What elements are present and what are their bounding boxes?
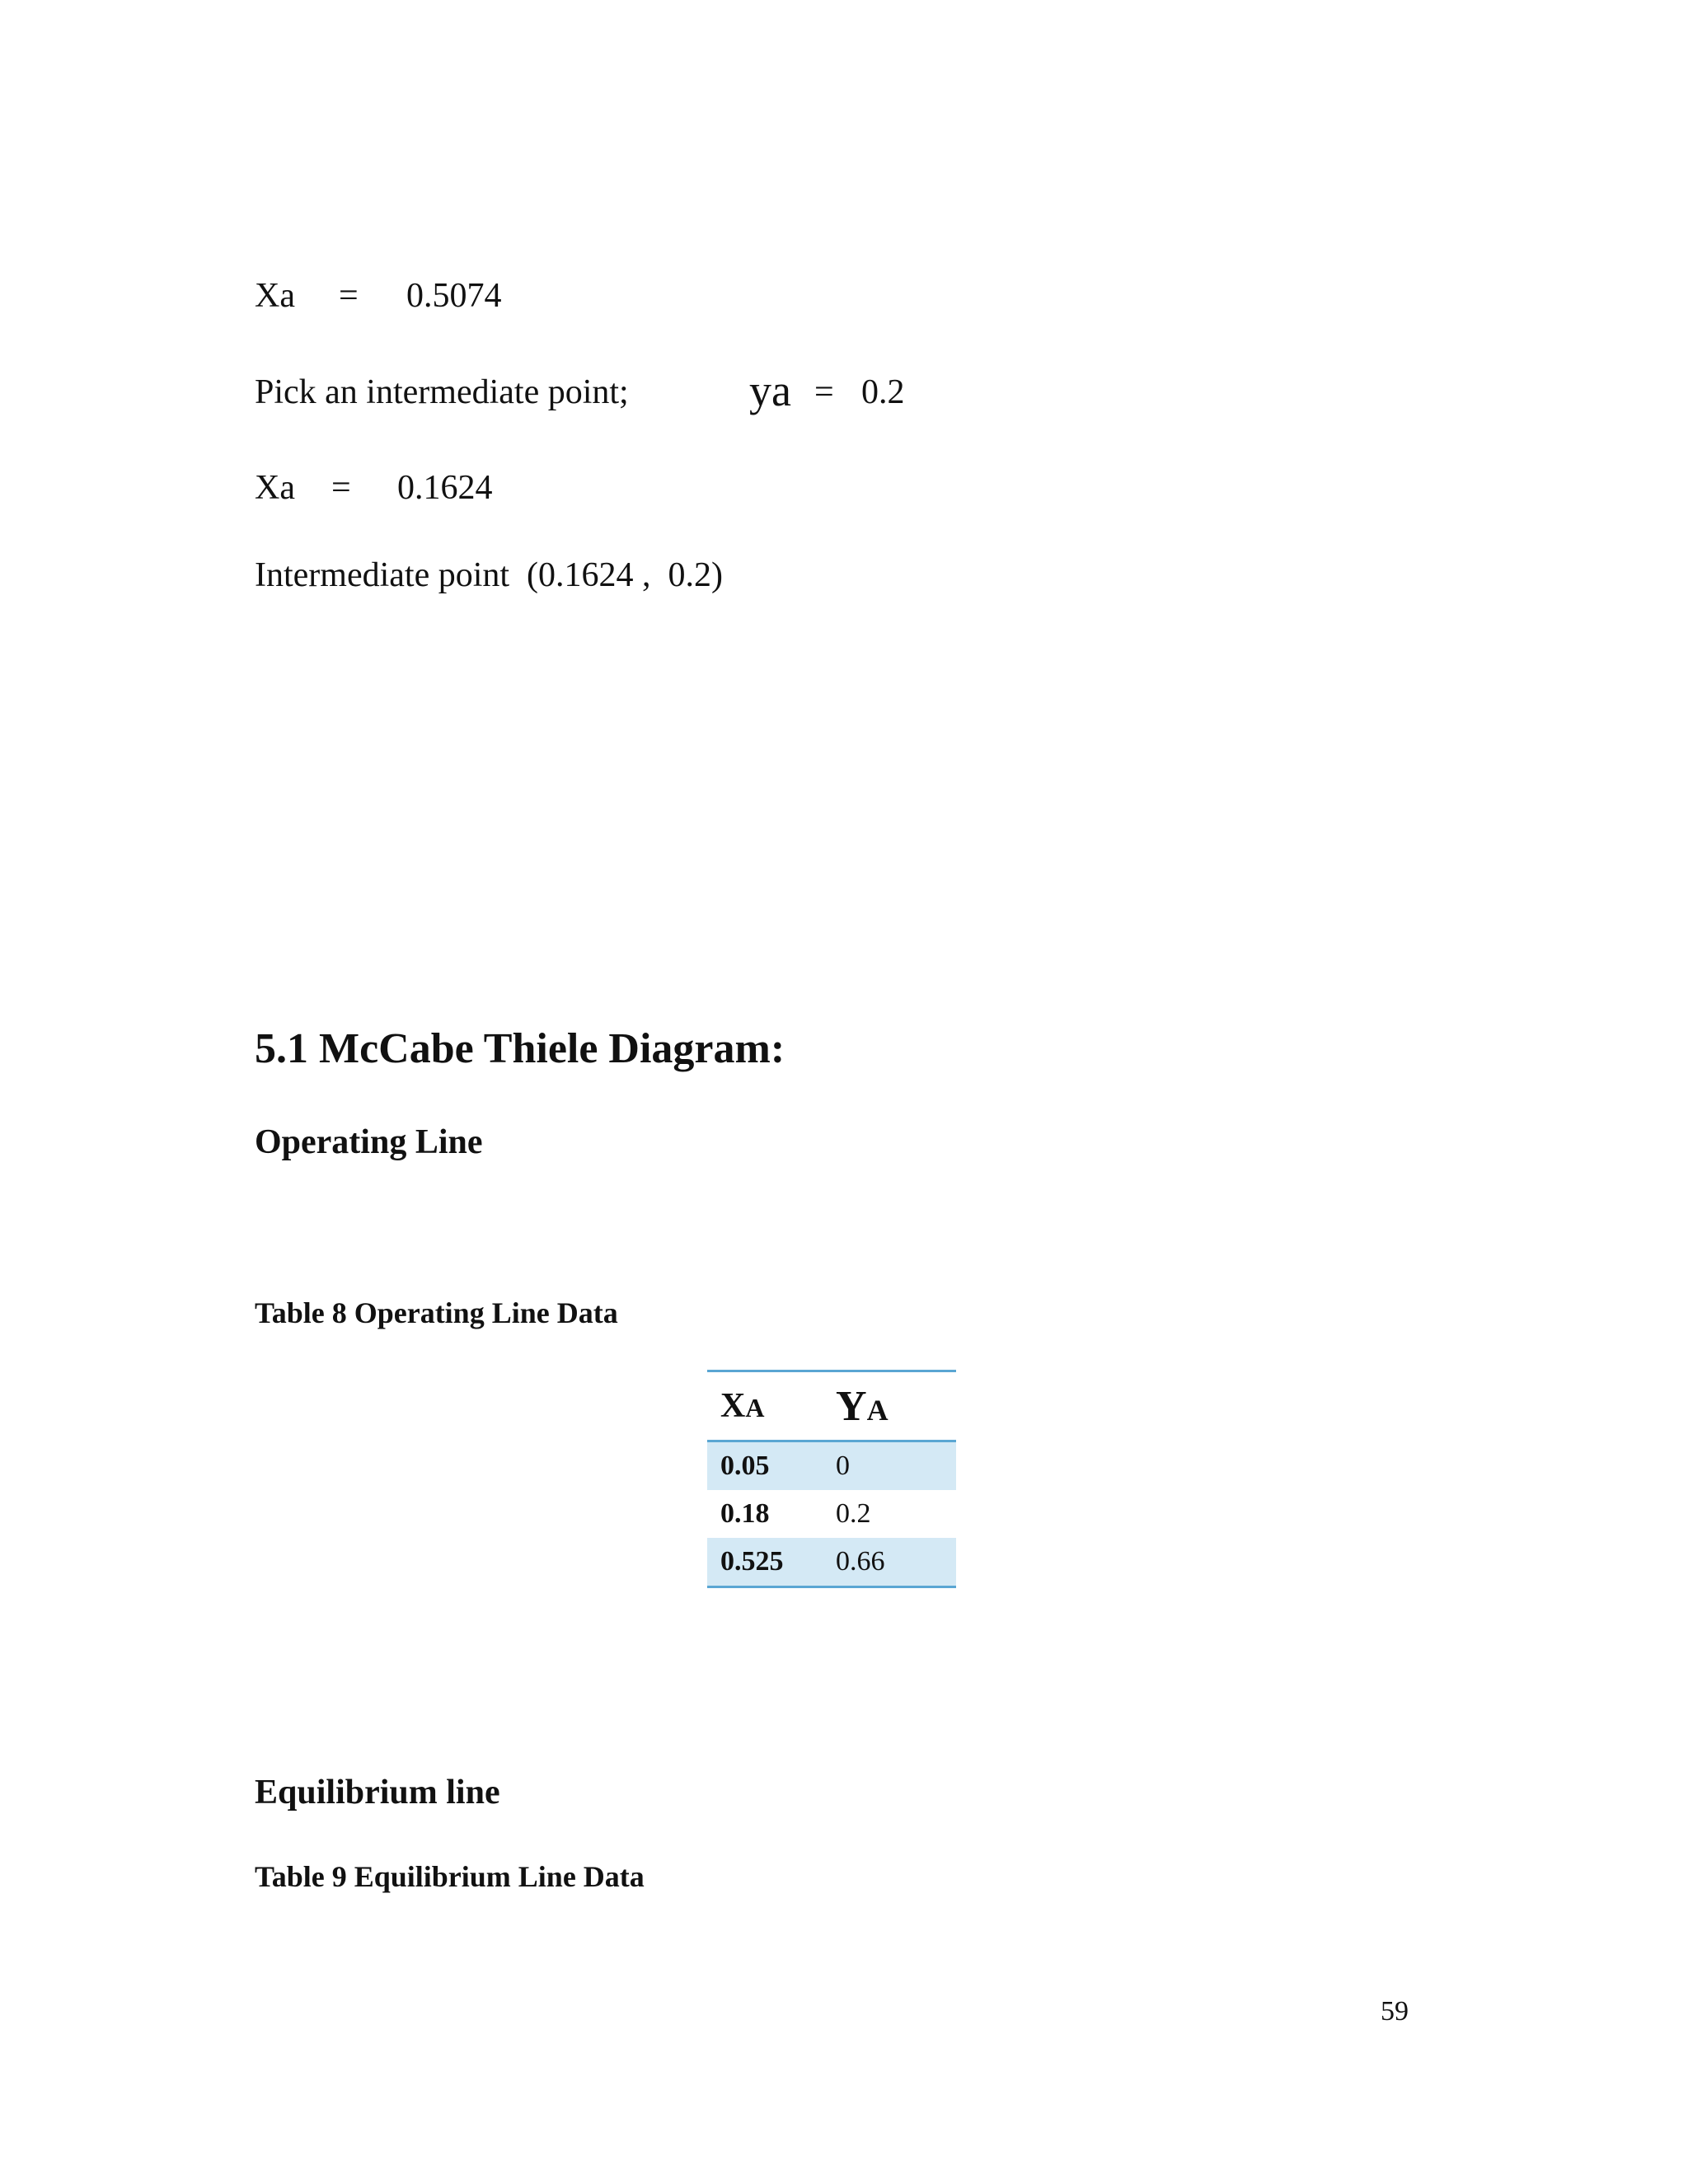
line3-value: 0.1624	[397, 469, 493, 507]
table-cell-ya: 0.2	[836, 1498, 871, 1529]
table-cell-ya: 0	[832, 1441, 956, 1491]
header-ya-sub: A	[866, 1393, 889, 1427]
table-row	[707, 1490, 956, 1538]
table-cell-xa: 0.525	[707, 1538, 832, 1587]
line1-variable: Xa	[255, 277, 295, 315]
line2-value: 0.2	[861, 373, 905, 411]
intermediate-point-text: Intermediate point (0.1624 , 0.2)	[255, 556, 724, 594]
table-cell-xa: 0.18	[720, 1498, 770, 1529]
line3-equals: =	[331, 469, 351, 507]
table9-caption: Table 9 Equilibrium Line Data	[255, 1860, 645, 1893]
equilibrium-line-heading: Equilibrium line	[255, 1774, 500, 1811]
line2-text: Pick an intermediate point;	[255, 373, 629, 411]
line3-variable: Xa	[255, 469, 295, 507]
line2-equals: =	[814, 373, 834, 411]
table8-caption: Table 8 Operating Line Data	[255, 1296, 618, 1329]
operating-line-table	[707, 1370, 956, 1588]
line1-value: 0.5074	[406, 277, 502, 315]
header-ya-main: Y	[836, 1382, 867, 1430]
line2-variable: ya	[749, 366, 791, 415]
table-cell-ya: 0.66	[832, 1538, 956, 1587]
table-row	[707, 1441, 956, 1491]
page-number: 59	[1381, 1996, 1409, 2027]
table-row	[707, 1538, 956, 1587]
header-xa	[707, 1371, 832, 1441]
header-xa-sub: A	[745, 1393, 765, 1422]
operating-line-heading: Operating Line	[255, 1123, 483, 1161]
header-xa-main: X	[720, 1387, 746, 1425]
table-cell-xa: 0.05	[707, 1441, 832, 1491]
line1-equals: =	[339, 277, 359, 315]
header-ya	[832, 1371, 956, 1441]
section-heading: 5.1 McCabe Thiele Diagram:	[255, 1025, 785, 1072]
table-header-row	[707, 1371, 956, 1441]
